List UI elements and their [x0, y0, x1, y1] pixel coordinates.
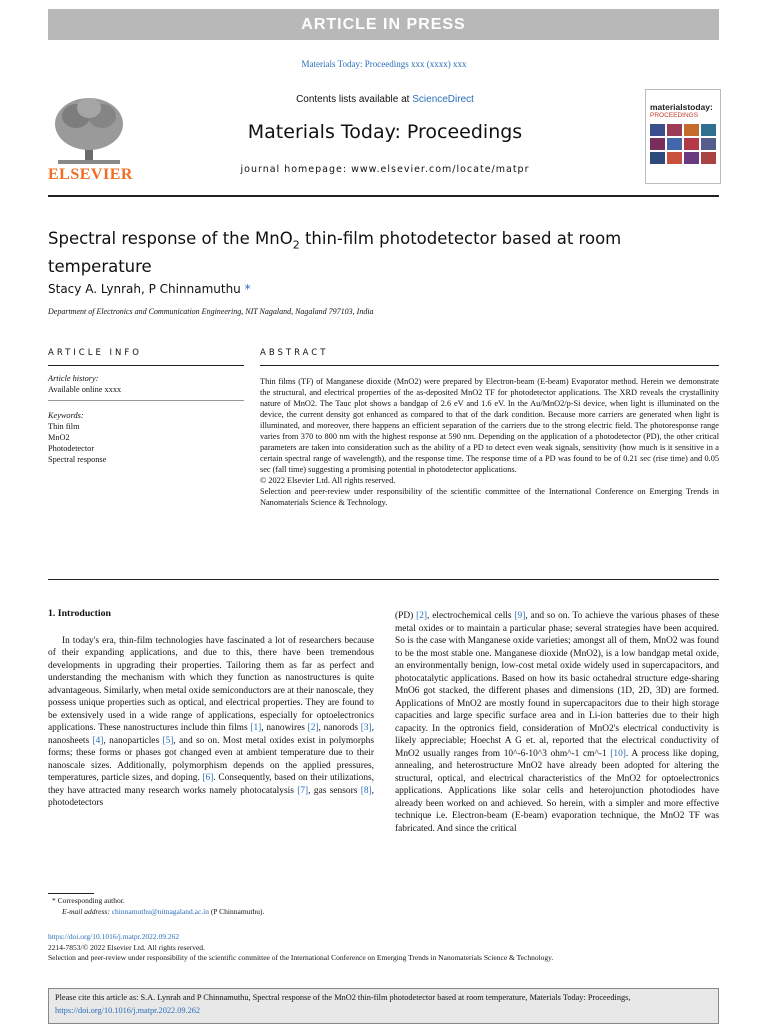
keyword: Photodetector: [48, 444, 95, 453]
keywords-block: Keywords: Thin film MnO2 Photodetector Spectral response: [48, 411, 107, 464]
intro-column-right: (PD) [2], electrochemical cells [9], and so on. To achieve the various phases of these metal oxides or to maintain a particular phase; several strategies have been acquired. So is the case with Manganese oxide varieties; amongst all of them, MnO2 was found to be the most stable one. Manganese dioxide (MnO2), is a low bandgap metal oxide, an environmentally benign, low-cost metal oxide widely used in supercapacitors, and photocatalytic applications. Based on how its basic octahedral structure edge-sharing MnO6 got stacked, the different phases and dimensions (1D, 2D, 3D) are formed. Applications of MnO2 are mostly found in supercapacitors due to their high storage capacities and large specific surface area and in Li-ion batteries due to their high capacity. In the optronics field, consideration of MnO2's electrical conductivity is likely appreciable; Hoechst A G et. al, reported that the electrical conductivity of MnO2 usually ranges from 10^-6-10^3 ohm^-1 cm^-1 [10]. A process like doping, annealing, and heterostructure MnO2 have already been adopted for altering the structural, optical, and electrical characteristics of the MnO2 for optoelectronics applications. Applications like solar cells and heterojunction photodiodes have already been worked on and achieved. So herein, with a simpler and more effective technique i.e. Electron-beam (E-beam) evaporation technique, the MnO2 TF was fabricated. And since the critical: [395, 611, 720, 834]
section-heading: 1. Introduction: [48, 608, 111, 619]
keyword: MnO2: [48, 433, 70, 442]
cite-doi-link[interactable]: https://doi.org/10.1016/j.matpr.2022.09.262: [55, 1005, 201, 1015]
info-mid-rule: [48, 400, 244, 401]
corresponding-author-mark[interactable]: *: [244, 282, 251, 296]
intro-column-left: 1. Introduction In today's era, thin-film technologies have fascinated a lot of researchers because of their expanding applications, and due to this, there have been tremendous developments in upgrading their properties. Tailoring them as far as perfect and understanding the mechanism with which they function as nanostructures is quite advantageous. Similarly, when metal oxide semiconductors are at their nanoscale, they possess unique properties such as optical, and electrical properties. They are found to be extensively used in a wide range of applications, especially for optoelectronics applications. These nanostructures include thin films [1], nanowires [2], nanorods [3], nanosheets [4], nanoparticles [5], and so on. Most metal oxides exist in polymorphs forms; these forms or phases got changed even at ambient temperature due to their nanoscale sizes. Additionally, polymorphism depends on the applied pressures, temperatures, particle sizes, and doping. [6]. Consequently, based on their utilizations, they have attracted many research works namely photocatalysis [7], gas sensors [8], photodetectors: [48, 608, 374, 808]
cover-title: materialstoday:: [650, 102, 713, 112]
contents-line: Contents lists available at ScienceDirect: [296, 94, 474, 105]
email-link[interactable]: chinnamuthu@nitnagaland.ac.in: [111, 906, 210, 916]
elsevier-wordmark[interactable]: ELSEVIER: [48, 166, 133, 183]
journal-cover-thumbnail[interactable]: [645, 89, 721, 184]
article-title: Spectral response of the MnO$_2$ thin-film photodetector based at room temperature: [48, 229, 622, 277]
cite-box: Please cite this article as: S.A. Lynrah and P Chinnamuthu, Spectral response of the MnO2 thin-film photodetector based at room temperature, Materials Today: Proceedings, https://doi.org/10.1016/j.matpr.2022.09.262: [48, 988, 719, 1024]
keyword: Thin film: [48, 422, 80, 431]
journal-citation[interactable]: Materials Today: Proceedings xxx (xxxx) xxx: [301, 59, 467, 69]
article-info-heading: ARTICLE INFO: [48, 348, 142, 358]
affiliation: Department of Electronics and Communication Engineering, NIT Nagaland, Nagaland 797103, India: [48, 307, 374, 316]
abstract-text: Thin films (TF) of Manganese dioxide (MnO2) were prepared by Electron-beam (E-beam) Evaporator method. Herein we demonstrate the structural, and electrical properties of the as-deposited MnO2 TF for photodetector applications. The XRD reveals the crystallinity nature of MnO2. The Tauc plot shows a bandgap of 2.6 eV and 1.6 eV. In the Au/MnO2/p-Si device, when light is illuminated on the device, the current density got enhanced as compared to that of the dark condition. Because more carriers are generated when light is illuminated, and moreover, there happens an efficient separation of the carriers due to the strong electric field. The photoresponse range varies from 370 to 800 nm with the highest response at 590 nm. Depending on the application of a photodetector (PD), the other critical parameters are taken into consideration such as the ability of a PD to detect even weak signals, sensitivity (how much is it sensitive in a certain spectral range of wavelength), and the response time. The response time of a PD was found to be of 0.21 sec (rise time) and 0.05 sec (fall time) suggesting a promising potential in photodetector applications. © 2022 Elsevier Ltd. All rights reserved. Selection and peer-review under responsibility of the scientific committee of the International Conference on Emerging Trends in Nanomaterials Science & Technology.: [260, 377, 719, 507]
article-history: Article history: Available online xxxx: [48, 374, 122, 394]
info-rule: [48, 365, 244, 366]
footnote: * Corresponding author. E-mail address: chinnamuthu@nitnagaland.ac.in (P Chinnamuthu).: [52, 896, 265, 916]
author-list: Stacy A. Lynrah, P Chinnamuthu *: [48, 282, 251, 296]
abstract-copyright: © 2022 Elsevier Ltd. All rights reserved.: [260, 476, 396, 485]
doi-link[interactable]: https://doi.org/10.1016/j.matpr.2022.09.262: [48, 932, 180, 941]
keyword: Spectral response: [48, 455, 107, 464]
journal-homepage[interactable]: journal homepage: www.elsevier.com/locate/matpr: [240, 164, 530, 175]
article-in-press-banner: ARTICLE IN PRESS: [48, 9, 719, 40]
publication-footer: https://doi.org/10.1016/j.matpr.2022.09.262 2214-7853/© 2022 Elsevier Ltd. All rights reserved. Selection and peer-review under responsibility of the scientific committee of the International Conference on Emerging Trends in Nanomaterials Science & Technology.: [48, 932, 554, 962]
cover-subtitle: PROCEEDINGS: [650, 112, 699, 119]
abstract-heading: ABSTRACT: [260, 348, 329, 358]
journal-title: Materials Today: Proceedings: [247, 121, 523, 143]
header-divider: [48, 195, 719, 197]
abstract-rule: [260, 365, 719, 366]
abstract-peer-review: Selection and peer-review under responsibility of the scientific committee of the International Conference on Emerging Trends in Nanomaterials Science & Technology.: [260, 487, 719, 507]
abstract-end-rule: [48, 579, 719, 580]
sciencedirect-link[interactable]: ScienceDirect: [412, 94, 474, 105]
cover-artwork: [650, 124, 716, 176]
footnote-rule: [48, 893, 94, 894]
